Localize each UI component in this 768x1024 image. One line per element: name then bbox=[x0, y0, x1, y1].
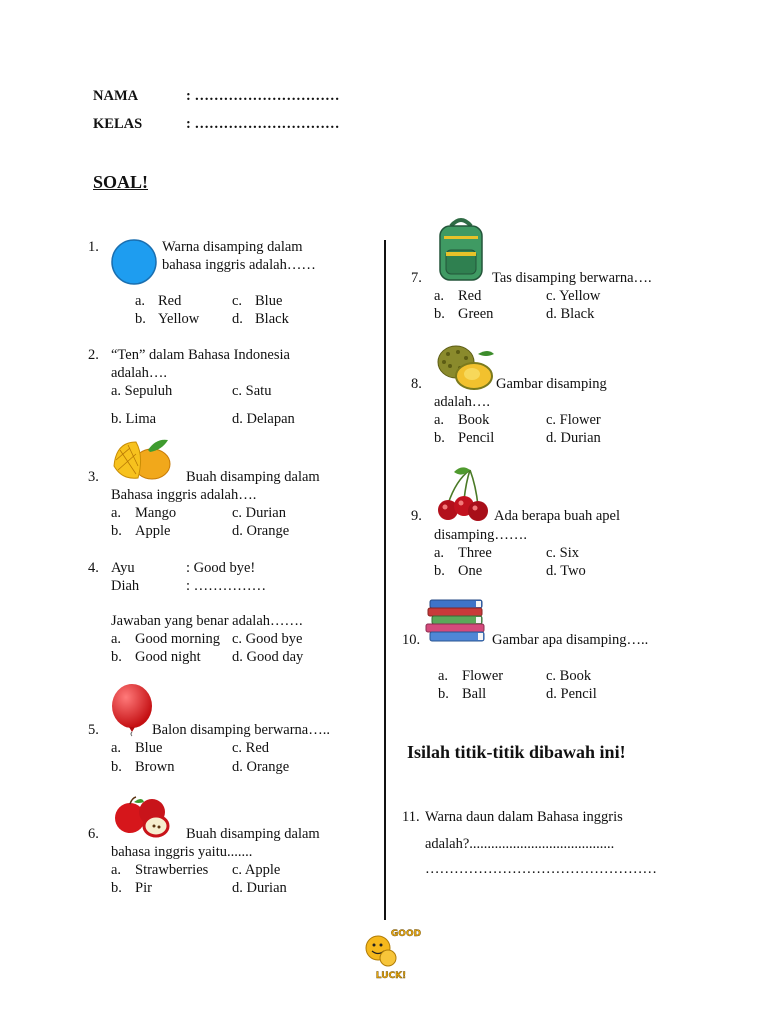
option-b-letter: b. bbox=[434, 563, 445, 579]
badge-bottom-text: LUCK! bbox=[375, 971, 407, 981]
question-text: adalah…. bbox=[434, 394, 490, 410]
option-c[interactable]: c. Durian bbox=[232, 505, 286, 521]
option-a-letter: a. bbox=[111, 505, 122, 521]
option-d[interactable]: d. Durian bbox=[546, 430, 601, 446]
option-a-letter: a. bbox=[111, 862, 122, 878]
option-a-letter: a. bbox=[438, 668, 449, 684]
option-b[interactable]: Apple bbox=[135, 523, 171, 539]
question-number: 11. bbox=[402, 809, 420, 825]
red-balloon-picture bbox=[110, 684, 154, 736]
question-text: Jawaban yang benar adalah……. bbox=[111, 613, 303, 629]
option-d[interactable]: d. Two bbox=[546, 563, 586, 579]
option-a-letter: a. bbox=[434, 412, 445, 428]
question-text: Buah disamping dalam bbox=[186, 469, 320, 485]
option-b-letter: b. bbox=[111, 759, 122, 775]
dialogue-line: : …………… bbox=[186, 578, 267, 594]
question-number: 3. bbox=[88, 469, 99, 485]
question-number: 4. bbox=[88, 560, 99, 576]
question-number: 5. bbox=[88, 722, 99, 738]
option-b[interactable]: Ball bbox=[462, 686, 487, 702]
option-d[interactable]: d. Delapan bbox=[232, 411, 295, 427]
column-divider bbox=[384, 240, 386, 920]
question-number: 9. bbox=[411, 508, 422, 524]
option-c[interactable]: c. Good bye bbox=[232, 631, 303, 647]
question-number: 1. bbox=[88, 239, 99, 255]
option-c[interactable]: c. Book bbox=[546, 668, 592, 684]
nama-field[interactable]: : ………………………… bbox=[186, 88, 340, 104]
books-picture bbox=[424, 598, 488, 646]
option-b[interactable]: One bbox=[458, 563, 483, 579]
option-a[interactable]: Red bbox=[458, 288, 482, 304]
option-a-letter: a. bbox=[111, 740, 122, 756]
dialogue-line: : Good bye! bbox=[186, 560, 256, 576]
option-b[interactable]: Yellow bbox=[158, 311, 200, 327]
option-c[interactable]: c. Satu bbox=[232, 383, 272, 399]
badge-top-text: GOOD bbox=[390, 929, 422, 939]
option-a-letter: a. bbox=[111, 631, 122, 647]
speaker-name: Diah bbox=[111, 578, 140, 594]
question-text: Balon disamping berwarna….. bbox=[152, 722, 330, 738]
good-luck-icon bbox=[362, 922, 422, 982]
option-c[interactable]: Blue bbox=[255, 293, 283, 309]
green-backpack-picture bbox=[434, 216, 488, 284]
option-b[interactable]: b. Lima bbox=[111, 411, 157, 427]
option-a[interactable]: Flower bbox=[462, 668, 504, 684]
question-number: 2. bbox=[88, 347, 99, 363]
option-d[interactable]: d. Durian bbox=[232, 880, 287, 896]
option-b[interactable]: Brown bbox=[135, 759, 175, 775]
option-b-letter: b. bbox=[111, 880, 122, 896]
option-a-letter: a. bbox=[135, 293, 146, 309]
option-a[interactable]: Book bbox=[458, 412, 490, 428]
blue-circle-picture bbox=[110, 238, 158, 286]
option-b[interactable]: Pir bbox=[135, 880, 152, 896]
question-number: 8. bbox=[411, 376, 422, 392]
question-text: Warna disamping dalam bbox=[162, 239, 303, 255]
option-b[interactable]: Green bbox=[458, 306, 494, 322]
question-number: 10. bbox=[402, 632, 421, 648]
option-d[interactable]: d. Good day bbox=[232, 649, 304, 665]
option-c[interactable]: c. Yellow bbox=[546, 288, 601, 304]
option-a[interactable]: Three bbox=[458, 545, 492, 561]
section-title: Isilah titik-titik dibawah ini! bbox=[407, 742, 626, 762]
question-text: Buah disamping dalam bbox=[186, 826, 320, 842]
option-b[interactable]: Pencil bbox=[458, 430, 495, 446]
option-d[interactable]: d. Orange bbox=[232, 523, 290, 539]
option-a-letter: a. bbox=[434, 288, 445, 304]
answer-line[interactable]: ………………………………………… bbox=[425, 861, 657, 877]
question-text: adalah…. bbox=[111, 365, 167, 381]
option-b-letter: b. bbox=[438, 686, 449, 702]
option-b-letter: b. bbox=[434, 306, 445, 322]
question-text: Ada berapa buah apel bbox=[494, 508, 621, 524]
option-a-letter: a. bbox=[434, 545, 445, 561]
option-a[interactable]: Mango bbox=[135, 505, 177, 521]
nama-label: NAMA bbox=[93, 88, 139, 104]
kelas-field[interactable]: : ………………………… bbox=[186, 116, 340, 132]
kelas-label: KELAS bbox=[93, 116, 143, 132]
option-a[interactable]: a. Sepuluh bbox=[111, 383, 173, 399]
option-c-letter: c. bbox=[232, 293, 243, 309]
question-number: 7. bbox=[411, 270, 422, 286]
durian-picture bbox=[434, 342, 496, 392]
option-d[interactable]: Black bbox=[255, 311, 289, 327]
option-b[interactable]: Good night bbox=[135, 649, 201, 665]
option-c[interactable]: c. Six bbox=[546, 545, 580, 561]
question-text: “Ten” dalam Bahasa Indonesia bbox=[111, 347, 290, 363]
question-number: 6. bbox=[88, 826, 99, 842]
question-text: Gambar disamping bbox=[496, 376, 607, 392]
question-text: bahasa inggris adalah…… bbox=[162, 257, 316, 273]
question-text: Warna daun dalam Bahasa inggris bbox=[425, 809, 623, 825]
question-text: bahasa inggris yaitu....... bbox=[111, 844, 253, 860]
option-c[interactable]: c. Flower bbox=[546, 412, 601, 428]
option-b-letter: b. bbox=[111, 523, 122, 539]
option-b-letter: b. bbox=[434, 430, 445, 446]
answer-line[interactable]: adalah?........................................ bbox=[425, 836, 615, 852]
question-text: Bahasa inggris adalah…. bbox=[111, 487, 257, 503]
option-b-letter: b. bbox=[135, 311, 146, 327]
cherries-picture bbox=[434, 466, 492, 522]
option-d[interactable]: d. Pencil bbox=[546, 686, 597, 702]
page-title: SOAL! bbox=[93, 172, 149, 192]
option-c[interactable]: c. Red bbox=[232, 740, 270, 756]
option-d-letter: d. bbox=[232, 311, 243, 327]
option-d[interactable]: d. Orange bbox=[232, 759, 290, 775]
option-a[interactable]: Good morning bbox=[135, 631, 220, 647]
mango-picture bbox=[110, 436, 172, 484]
option-a[interactable]: Blue bbox=[135, 740, 163, 756]
option-d[interactable]: d. Black bbox=[546, 306, 595, 322]
option-a[interactable]: Red bbox=[158, 293, 182, 309]
question-text: Tas disamping berwarna…. bbox=[492, 270, 652, 286]
question-text: Gambar apa disamping….. bbox=[492, 632, 649, 648]
option-c[interactable]: c. Apple bbox=[232, 862, 281, 878]
question-text: disamping……. bbox=[434, 527, 528, 543]
speaker-name: Ayu bbox=[111, 560, 135, 576]
apples-picture bbox=[112, 796, 172, 838]
option-a[interactable]: Strawberries bbox=[135, 862, 209, 878]
option-b-letter: b. bbox=[111, 649, 122, 665]
